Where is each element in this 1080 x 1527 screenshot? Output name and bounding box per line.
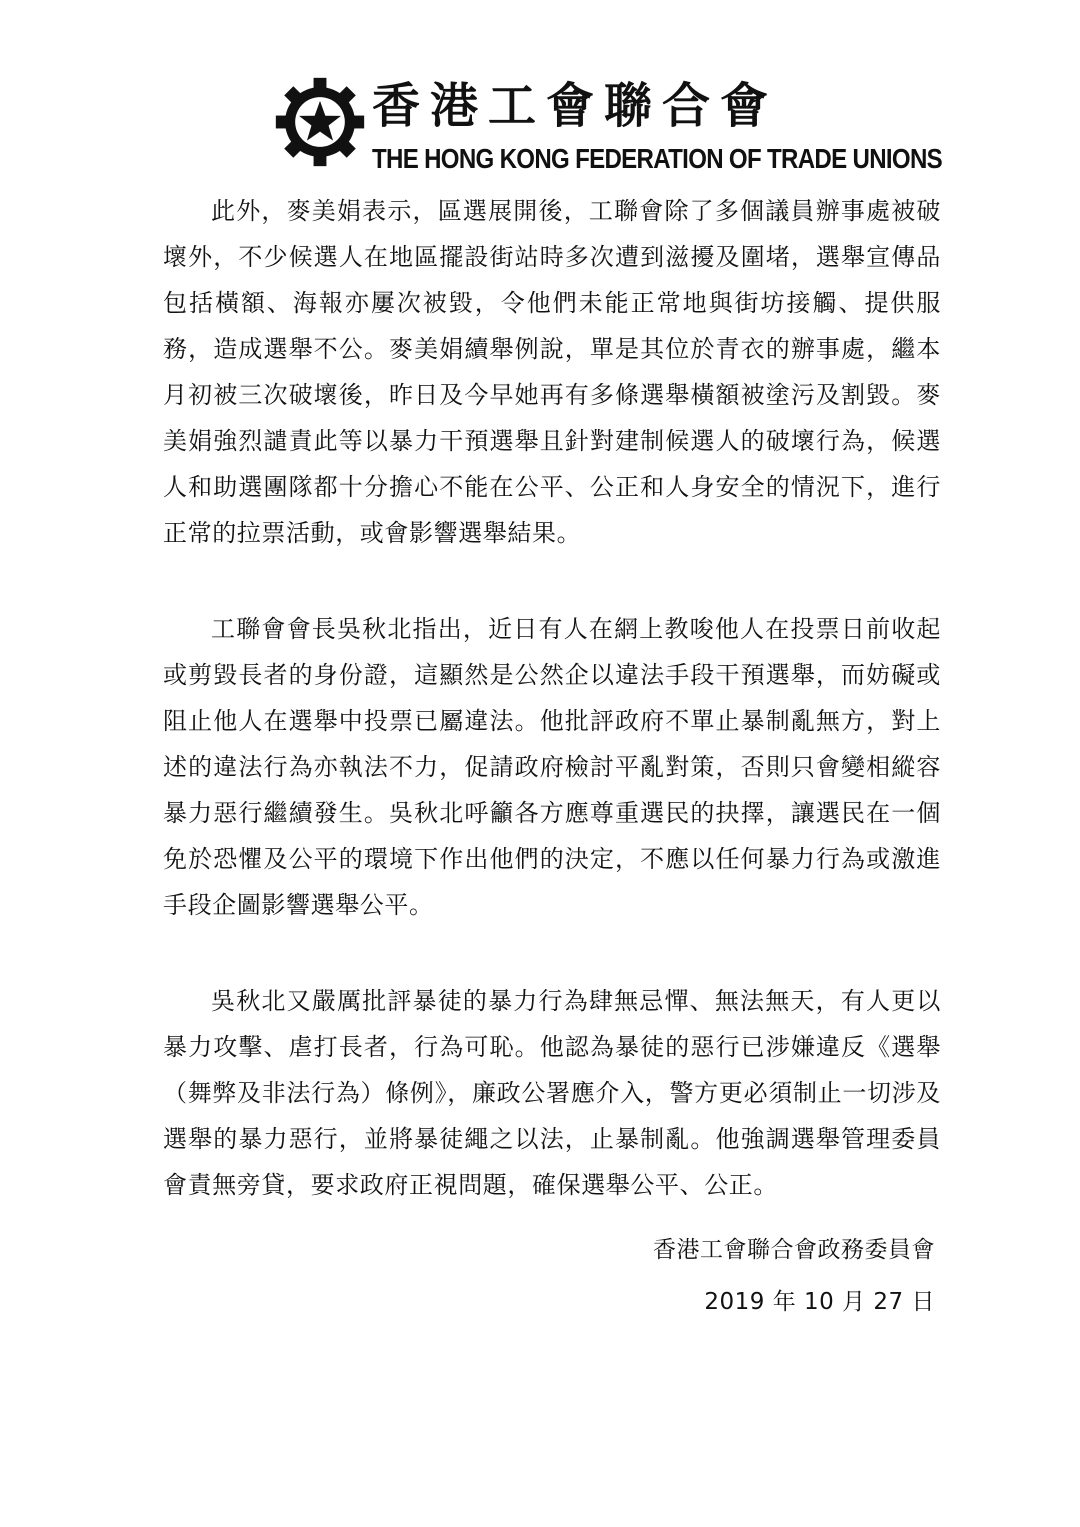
letterhead (268, 66, 943, 186)
org-name-chinese: 香港工會聯合會 (372, 78, 779, 134)
issuer-name: 香港工會聯合會政務委員會 (653, 1237, 935, 1263)
paragraph-2: 工聯會會長吳秋北指出，近日有人在網上教唆他人在投票日前收起或剪毀長者的身份證，這顯然是公然企以違法手段干預選舉，而妨礙或阻止他人在選舉中投票已屬違法。他批評政府不單止暴制亂無方，對上述的違法行為亦執法不力，促請政府檢討平亂對策，否則只會變相縱容暴力惡行繼續發生。吳秋北呼籲各方應尊重選民的抉擇，讓選民在一個免於恐懼及公平的環境下作出他們的決定，不應以任何暴力行為或激進手段企圖影響選舉公平。 (163, 615, 941, 919)
gear-star-emblem-icon (274, 76, 366, 168)
paragraph-3: 吳秋北又嚴厲批評暴徒的暴力行為肆無忌憚、無法無天，有人更以暴力攻擊、虐打長者，行為可恥。他認為暴徒的惡行已涉嫌違反《選舉（舞弊及非法行為）條例》，廉政公署應介入，警方更必須制止一切涉及選舉的暴力惡行，並將暴徒繩之以法，止暴制亂。他強調選舉管理委員會責無旁貸，要求政府正視問題，確保選舉公平、公正。 (163, 987, 941, 1199)
org-name-english: THE HONG KONG FEDERATION OF TRADE UNIONS (372, 143, 943, 174)
paragraph-1: 此外，麥美娟表示，區選展開後，工聯會除了多個議員辦事處被破壞外，不少候選人在地區擺設街站時多次遭到滋擾及圍堵，選舉宣傳品包括橫額、海報亦屢次被毀，令他們未能正常地與街坊接觸、提供服務，造成選舉不公。麥美娟續舉例說，單是其位於青衣的辦事處，繼本月初被三次破壞後，昨日及今早她再有多條選舉橫額被塗污及割毀。麥美娟強烈譴責此等以暴力干預選舉且針對建制候選人的破壞行為，候選人和助選團隊都十分擔心不能在公平、公正和人身安全的情況下，進行正常的拉票活動，或會影響選舉結果。 (163, 197, 941, 547)
statement-body (163, 188, 941, 1258)
issue-date: 2019 年 10 月 27 日 (704, 1289, 935, 1315)
signature-block (653, 1224, 935, 1328)
